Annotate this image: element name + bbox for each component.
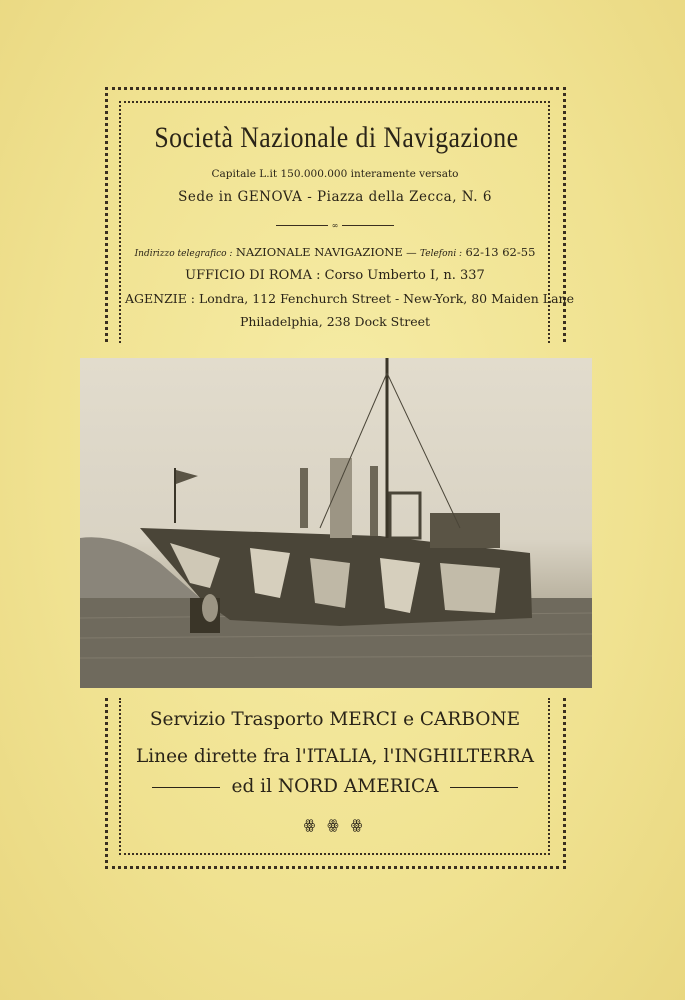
rome-office-line: UFFICIO DI ROMA : Corso Umberto I, n. 337: [185, 268, 485, 283]
phone-value: 62-13 62-55: [465, 245, 536, 259]
north-america-text: ed il NORD AMERICA: [231, 776, 439, 797]
service-line: Servizio Trasporto MERCI e CARBONE: [149, 709, 521, 730]
footer-ornament-icon: ꙮ ꙮ ꙮ: [303, 818, 367, 833]
ornamental-divider: [125, 215, 545, 230]
telegraph-label: Indirizzo telegrafico :: [134, 249, 233, 259]
company-name: Società Nazionale di Navigazione: [154, 121, 519, 154]
phone-label: Telefoni :: [419, 249, 463, 259]
routes-line: Linee dirette fra l'ITALIA, l'INGHILTERRA: [135, 746, 534, 767]
philadelphia-line: Philadelphia, 238 Dock Street: [239, 314, 431, 329]
capital-line: Capitale L.it 150.000.000 interamente versato: [211, 168, 459, 180]
north-america-line: [125, 776, 545, 797]
telegraph-line: [125, 245, 545, 259]
divider-ornament-icon: ∞: [331, 221, 339, 230]
telegraph-dash: —: [406, 247, 417, 259]
agencies-line: AGENZIE : Londra, 112 Fenchurch Street - New-York, 80 Maiden Lane: [125, 291, 574, 306]
headquarters-line: Sede in GENOVA - Piazza della Zecca, N. 6: [178, 189, 492, 205]
telegraph-value: NAZIONALE NAVIGAZIONE: [235, 245, 403, 259]
ship-photograph: [80, 358, 592, 688]
